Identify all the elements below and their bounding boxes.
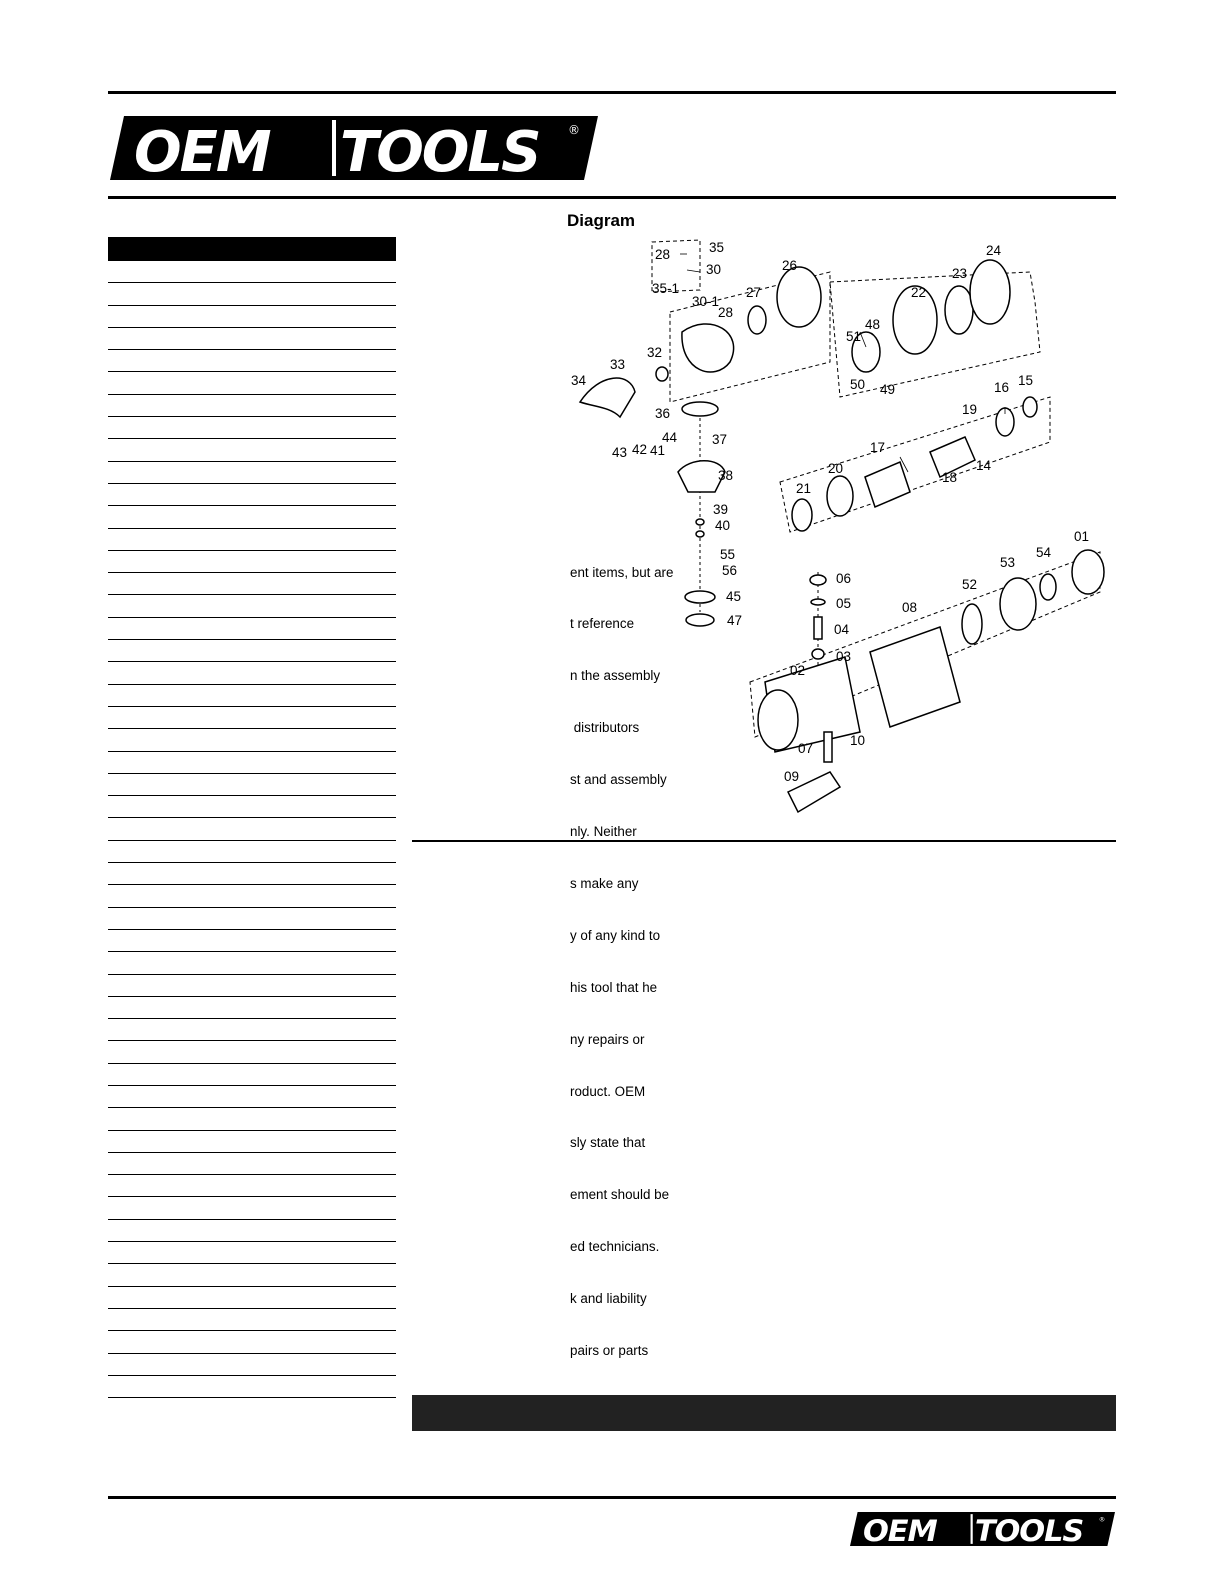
table-row: [108, 1175, 396, 1197]
table-row: [108, 328, 396, 350]
callout-21: 21: [796, 481, 812, 496]
disclaimer-text: [570, 529, 690, 1428]
table-row: [108, 551, 396, 573]
table-row: [108, 952, 396, 974]
table-row: [108, 1131, 396, 1153]
oem-tools-logo: [110, 116, 598, 180]
callout-09: 09: [784, 769, 800, 784]
callout-56: 56: [722, 563, 738, 578]
table-row: [108, 908, 396, 930]
callout-47: 47: [727, 613, 743, 628]
table-row: [108, 796, 396, 818]
disclaimer-line: t reference: [570, 616, 635, 632]
disclaimer-line: roduct. OEM: [570, 1083, 646, 1099]
callout-08: 08: [902, 600, 918, 615]
callout-07: 07: [798, 741, 814, 756]
table-row: [108, 752, 396, 774]
table-row: [108, 1354, 396, 1376]
disclaimer-line: sly state that: [570, 1135, 646, 1151]
callout-50: 50: [850, 377, 866, 392]
disclaimer-line: y of any kind to: [570, 927, 661, 943]
disclaimer-line: distributors: [570, 720, 640, 736]
callout-26: 26: [782, 258, 798, 273]
logo-tools-text: TOOLS: [340, 120, 540, 180]
table-row: [108, 283, 396, 305]
table-row: [108, 707, 396, 729]
callout-51: 51: [846, 329, 862, 344]
table-row: [108, 1019, 396, 1041]
disclaimer-line: ent items, but are: [570, 564, 674, 580]
callout-06: 06: [836, 571, 852, 586]
section-bar: [412, 1395, 1116, 1431]
footer-rule: [108, 1496, 1116, 1499]
callout-36: 36: [655, 406, 671, 421]
table-row: [108, 484, 396, 506]
callout-14: 14: [976, 458, 992, 473]
table-row: [108, 640, 396, 662]
callout-41: 41: [650, 443, 666, 458]
callout-30: 30: [706, 262, 722, 277]
callout-23: 23: [952, 266, 968, 281]
table-row: [108, 1287, 396, 1309]
table-row: [108, 1331, 396, 1353]
table-row: [108, 818, 396, 840]
table-row: [108, 1220, 396, 1242]
table-row: [108, 261, 396, 283]
disclaimer-line: ement should be: [570, 1187, 670, 1203]
table-row: [108, 930, 396, 952]
callout-43: 43: [612, 445, 628, 460]
table-row: [108, 1242, 396, 1264]
table-row: [108, 372, 396, 394]
table-row: [108, 529, 396, 551]
table-row: [108, 997, 396, 1019]
table-row: [108, 685, 396, 707]
header-bottom-rule: [108, 196, 1116, 199]
callout-42: 42: [632, 442, 648, 457]
disclaimer-line: st and assembly: [570, 772, 667, 788]
table-row: [108, 841, 396, 863]
callout-35: 35: [709, 240, 725, 255]
table-row: [108, 395, 396, 417]
disclaimer-line: pairs or parts: [570, 1342, 649, 1358]
callout-17: 17: [870, 440, 886, 455]
callout-40: 40: [715, 518, 731, 533]
top-rule: [108, 91, 1116, 94]
parts-table-header: [108, 237, 396, 261]
footer-logo-tools-text: TOOLS: [974, 1514, 1084, 1546]
callout-39: 39: [713, 502, 729, 517]
disclaimer-line: s make any: [570, 875, 639, 891]
callout-24: 24: [986, 243, 1002, 258]
callout-48: 48: [865, 317, 881, 332]
disclaimer-line: k and liability: [570, 1291, 647, 1307]
callout-49: 49: [880, 382, 896, 397]
table-row: [108, 1309, 396, 1331]
table-row: [108, 306, 396, 328]
callout-18: 18: [942, 470, 958, 485]
disclaimer-line: ed technicians.: [570, 1239, 660, 1255]
callout-44: 44: [662, 430, 678, 445]
table-row: [108, 975, 396, 997]
table-row: [108, 1376, 396, 1398]
table-row: [108, 573, 396, 595]
callout-19: 19: [962, 402, 978, 417]
disclaimer-line: ny repairs or: [570, 1031, 645, 1047]
table-row: [108, 417, 396, 439]
table-row: [108, 1264, 396, 1286]
parts-table: [108, 237, 396, 1398]
callout-04: 04: [834, 622, 850, 637]
disclaimer-line: nly. Neither: [570, 824, 637, 840]
table-row: [108, 439, 396, 461]
table-row: [108, 885, 396, 907]
callout-02: 02: [790, 663, 806, 678]
table-row: [108, 662, 396, 684]
callout-32: 32: [647, 345, 663, 360]
callout-05: 05: [836, 596, 852, 611]
table-row: [108, 618, 396, 640]
callout-38: 38: [718, 468, 734, 483]
callout-33: 33: [610, 357, 626, 372]
table-row: [108, 350, 396, 372]
parts-table-body: [108, 261, 396, 1398]
callout-28-top: 28: [655, 247, 671, 262]
table-row: [108, 729, 396, 751]
table-row: [108, 1041, 396, 1063]
diagram-title: Diagram: [567, 211, 636, 230]
table-row: [108, 595, 396, 617]
footer-logo-oem-text: OEM: [863, 1514, 937, 1546]
table-row: [108, 462, 396, 484]
callout-20: 20: [828, 461, 844, 476]
disclaimer-line: his tool that he: [570, 979, 658, 995]
table-row: [108, 506, 396, 528]
logo-registered-mark: ®: [568, 123, 580, 137]
table-row: [108, 1153, 396, 1175]
callout-54: 54: [1036, 545, 1052, 560]
callout-34: 34: [571, 373, 587, 388]
table-row: [108, 774, 396, 796]
table-row: [108, 863, 396, 885]
diagram-bottom-rule: [412, 840, 1116, 842]
callout-15: 15: [1018, 373, 1034, 388]
callout-30-1: 30-1: [692, 294, 720, 309]
callout-52: 52: [962, 577, 978, 592]
table-row: [108, 1197, 396, 1219]
table-row: [108, 1108, 396, 1130]
oem-tools-footer-logo: [850, 1512, 1115, 1546]
callout-27: 27: [746, 285, 762, 300]
disclaimer-line: n the assembly: [570, 668, 661, 684]
callout-10: 10: [850, 733, 866, 748]
callout-55: 55: [720, 547, 736, 562]
callout-35-1: 35-1: [652, 281, 680, 296]
callout-45: 45: [726, 589, 742, 604]
callout-53: 53: [1000, 555, 1016, 570]
table-row: [108, 1064, 396, 1086]
callout-03: 03: [836, 649, 852, 664]
table-row: [108, 1086, 396, 1108]
callout-37: 37: [712, 432, 728, 447]
callout-22: 22: [911, 285, 927, 300]
callout-01: 01: [1074, 529, 1090, 544]
logo-oem-text: OEM: [134, 120, 270, 180]
footer-logo-registered-mark: ®: [1098, 1515, 1106, 1524]
callout-16: 16: [994, 380, 1010, 395]
callout-28-mid: 28: [718, 305, 734, 320]
